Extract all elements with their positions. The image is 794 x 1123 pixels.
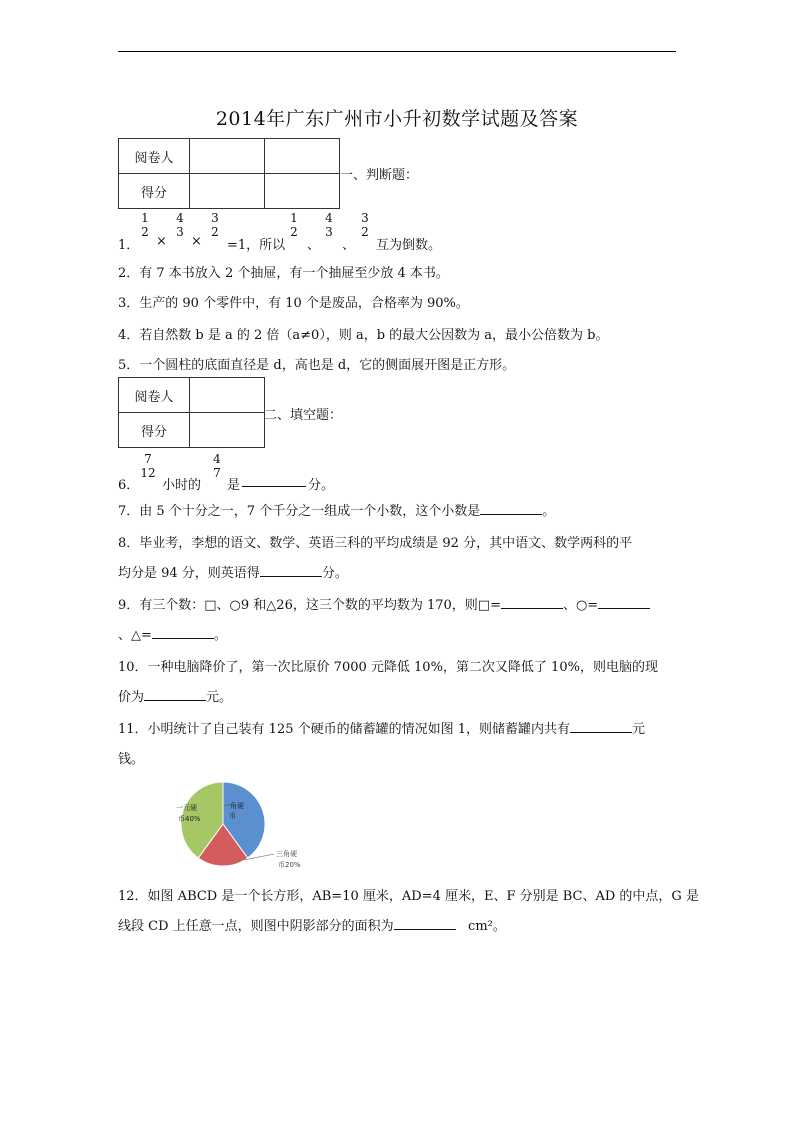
question-9-line-2: 、△= 。 [118, 628, 227, 643]
answer-blank[interactable] [260, 564, 322, 577]
fraction: 3 2 [361, 211, 369, 239]
section-heading-1: 一、判断题： [340, 168, 419, 183]
question-4: 4．若自然数 b 是 a 的 2 倍（a≠0），则 a，b 的最大公因数为 a，最小公倍数为 b。 [118, 328, 609, 343]
answer-blank[interactable] [570, 720, 632, 733]
fraction: 1 2 [290, 211, 298, 239]
section-heading-2: 二、填空题： [264, 408, 343, 423]
question-3: 3．生产的 90 个零件中，有 10 个是废品，合格率为 90%。 [118, 296, 469, 311]
question-10-line-1: 10．一种电脑降价了，第一次比原价 7000 元降低 10%，第二次又降低了 10%，则电脑的现 [118, 660, 658, 675]
question-12-line-2: 线段 CD 上任意一点，则图中阴影部分的面积为 cm²。 [118, 919, 506, 934]
question-8-line-2: 均分是 94 分，则英语得 分。 [118, 566, 348, 581]
score-label: 得分 [119, 413, 190, 448]
score-label: 得分 [119, 174, 190, 209]
score-cell [265, 174, 340, 209]
answer-blank[interactable] [144, 688, 206, 701]
label-sanjiao-2: 币20% [278, 861, 301, 869]
score-cell [190, 413, 265, 448]
label-yijiao-2: 币 [229, 812, 236, 820]
answer-blank[interactable] [152, 626, 214, 639]
question-9-line-1: 9．有三个数：□、○9 和△26，这三个数的平均数为 170，则□= 、○= [118, 594, 650, 613]
question-10-line-2: 价为 元。 [118, 690, 233, 705]
question-11-line-1: 11．小明统计了自己装有 125 个硬币的储蓄罐的情况如图 1，则储蓄罐内共有 元 [118, 722, 646, 737]
label-yiyuan-2: 币40% [178, 815, 201, 823]
grader-label: 阅卷人 [119, 139, 190, 174]
question-12-line-1: 12．如图 ABCD 是一个长方形，AB=10 厘米，AD=4 厘米，E、F 分别是 BC、AD 的中点，G 是 [118, 889, 699, 904]
answer-blank[interactable] [242, 474, 306, 487]
grader-cell [190, 378, 265, 413]
score-cell [190, 174, 265, 209]
label-yiyuan-1: 一元硬 [176, 804, 197, 812]
question-6: 6． 小时的 是 分。 [118, 474, 139, 493]
fraction: 4 3 [176, 211, 184, 239]
fraction: 1 2 [141, 211, 149, 239]
fraction: 4 3 [325, 211, 333, 239]
fraction: 7 12 [140, 452, 156, 480]
page-title: 2014年广东广州市小升初数学试题及答案 [215, 108, 579, 130]
grader-table-2 [118, 377, 265, 448]
fraction: 4 7 [213, 452, 221, 480]
coin-pie-chart [170, 780, 320, 880]
label-yijiao-1: 一角硬 [223, 802, 244, 810]
grader-table-1 [118, 138, 340, 209]
fraction: 3 2 [211, 211, 219, 239]
question-8-line-1: 8．毕业考，李想的语文、数学、英语三科的平均成绩是 92 分，其中语文、数学两科的平 [118, 536, 633, 551]
question-1: 1． × × =1，所以 、 、 互为倒数。 [118, 234, 442, 253]
answer-blank[interactable] [394, 917, 456, 930]
grader-cell [265, 139, 340, 174]
grader-label: 阅卷人 [119, 378, 190, 413]
question-11-line-2: 钱。 [118, 752, 145, 767]
answer-blank[interactable] [501, 596, 563, 609]
answer-blank[interactable] [598, 596, 650, 609]
answer-blank[interactable] [480, 502, 542, 515]
question-2: 2．有 7 本书放入 2 个抽屉，有一个抽屉至少放 4 本书。 [118, 266, 449, 281]
question-5: 5．一个圆柱的底面直径是 d，高也是 d，它的侧面展开图是正方形。 [118, 358, 516, 373]
grader-cell [190, 139, 265, 174]
question-7: 7．由 5 个十分之一，7 个千分之一组成一个小数，这个小数是 。 [118, 504, 556, 519]
header-rule [118, 51, 676, 52]
label-sanjiao-1: 三角硬 [276, 850, 297, 858]
